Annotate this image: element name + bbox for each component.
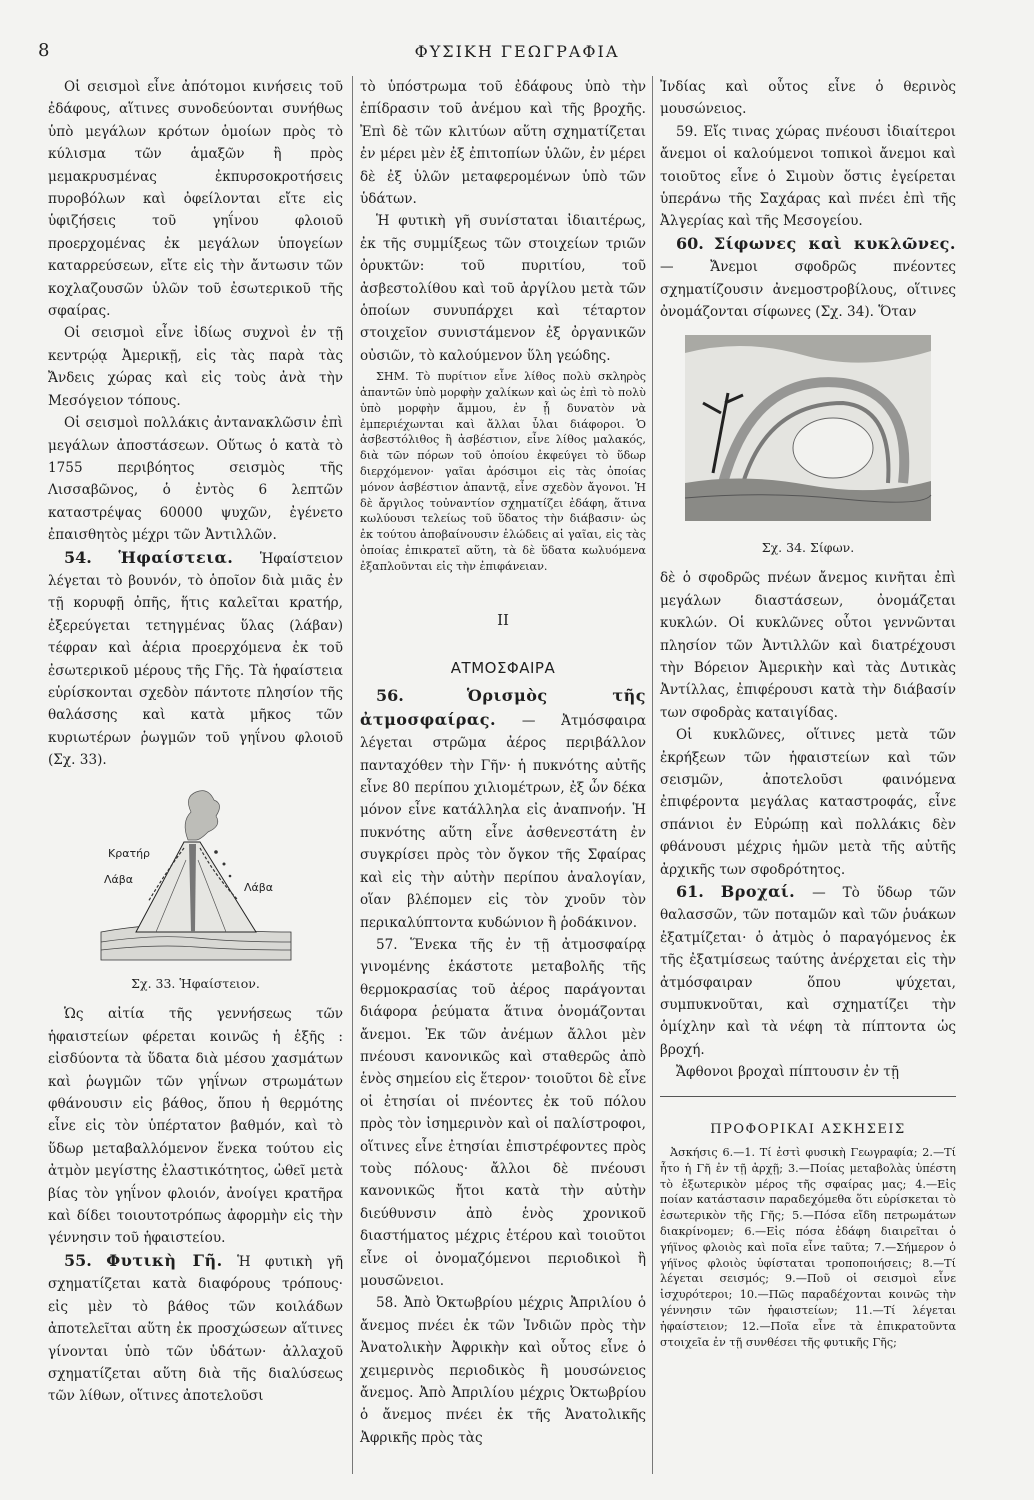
paragraph: 57. Ἕνεκα τῆς ἐν τῇ ἀτμοσφαίρᾳ γινομένης ἑκάστοτε μεταβολῆς τῆς θερμοκρασίας τοῦ ἀέρος παράγονται διάφορα ῥεύματα ἅτινα ὀνομάζονται ἄνεμοι. Ἐκ τῶν ἀνέμων ἄλλοι μὲν πνέουσι κανονικῶς καὶ σταθερῶς ἀπὸ ἑνὸς σημείου εἰς ἕτερον· τοιοῦτοι δὲ εἶνε οἱ ἐτησίαι οἱ πνέοντες ἐκ τοῦ πόλου πρὸς τὸν ἰσημερινὸν καὶ οἱ παλίστροφοι, οἵτινες εἶνε ἐτησίαι ἐπιστρέφοντες πρὸς τοὺς πόλους· ἄλλοι δὲ πνέουσι κανονικῶς ἤτοι κατὰ τὴν αὐτὴν διεύθυνσιν ἀπὸ ἑνὸς χρονικοῦ διαστήματος μέχρις ἑτέρου καὶ τοιοῦτοι εἶνε οἱ ὀνομαζόμενοι περιοδικοὶ ἢ μουσῶνειοι. bbox=[360, 936, 646, 1290]
section-text: Ἡ φυτικὴ γῆ σχηματίζεται κατὰ διαφόρους τρόπους· εἰς μὲν τὸ βάθος τῶν κοιλάδων ἀποτελεῖται αὕτη ἐκ προσχώσεων αἵτινες γίνονται ὑπὸ τῶν ὑδάτων· ἀλλαχοῦ σχηματίζεται αὕτη διὰ τῆς διαλύσεως τῶν λίθων, οἵτινες ἀποτελοῦσι bbox=[48, 1253, 344, 1405]
paragraph: Ὡς αἰτία τῆς γεννήσεως τῶν ἡφαιστείων φέρεται κοινῶς ἡ ἑξῆς : εἰσδύοντα τὰ ὕδατα διὰ μέσου χασμάτων καὶ ῥωγμῶν τῶν γηΐνων στρωμάτων φθάνουσιν εἰς βάθος, ὅπου ἡ θερμότης εἶνε εἰς τὸν ὑπέρτατον βαθμόν, καὶ τὸ ὕδωρ μεταβαλλόμενον ἕνεκα τούτου εἰς ἀτμὸν μεγίστης ἐλαστικότητος, ὠθεῖ μετὰ βίας τὸν γηΐνον φλοιόν, ἀνοίγει κρατῆρα καὶ δίδει τοιουτοτρόπως ἀφορμὴν εἰς τὴν γέννησιν τοῦ ἡφαιστείου. bbox=[48, 1006, 343, 1247]
section-title: Φυτικὴ Γῆ. bbox=[106, 1250, 223, 1270]
waterspout-figure bbox=[660, 333, 956, 559]
section-number: 56. bbox=[376, 686, 404, 706]
page-header bbox=[0, 40, 1034, 70]
section-title: Ἡφαίστεια. bbox=[118, 547, 234, 567]
section-60 bbox=[660, 233, 956, 324]
section-number: 61. bbox=[676, 881, 704, 901]
column-2 bbox=[360, 76, 646, 1449]
volcano-figure bbox=[48, 782, 343, 996]
divider bbox=[660, 1096, 956, 1097]
section-56 bbox=[360, 685, 646, 933]
lava-label-right: Λάβα bbox=[244, 881, 274, 894]
section-61 bbox=[660, 881, 956, 1061]
section-title: Σίφωνες καὶ κυκλῶνες. bbox=[713, 233, 956, 253]
section-text: — Ἀτμόσφαιρα λέγεται στρῶμα ἀέρος περιβάλλον πανταχόθεν τὴν Γῆν· ἡ πυκνότης αὐτῆς εἶνε 80 περίπου χιλιομέτρων, ἐξ ὧν δέκα μόνον εἶνε κατάλληλα εἰς ἀναπνοήν. Ἡ πυκνότης αὕτη εἶνε ἀσθενεστάτη ἐν συγκρίσει πρὸς τὸν ὄγκον τῆς Σφαίρας καὶ εἰς τὴν αὐτὴν περίπου ἀναλογίαν, οἵαν βλέπομεν εἰς τὸν χνοῦν τὸν περικαλύπτοντα κυδώνιον ἢ ῥοδάκινον. bbox=[360, 712, 647, 931]
section-text: — Τὸ ὕδωρ τῶν θαλασσῶν, τῶν ποταμῶν καὶ τῶν ῥυάκων ἐξατμίζεται· ὁ ἀτμὸς ὁ παραγόμενος ἐκ τῆς ἐξατμίσεως ταύτης ἀνέρχεται εἰς τὴν ἀτμόσφαιραν ὅπου ψύχεται, συμπυκνοῦται, καὶ σχηματίζει τὴν ὁμίχλην καὶ τὰ νέφη τὰ πίπτοντα ὡς βροχή. bbox=[660, 884, 956, 1058]
part-number: II bbox=[497, 610, 509, 629]
crater-label: Κρατήρ bbox=[108, 847, 151, 860]
exercises-text: Ἀσκήσις 6.—1. Τί ἐστὶ φυσικὴ Γεωγραφία; 2.—Τί ἦτο ἡ Γῆ ἐν τῇ ἀρχῇ; 3.—Ποίας μεταβολὰς ὑπέστη τὸ ἐξωτερικὸν μέρος τῆς σφαίρας μας; 4.—Εἰς ποίαν κατάστασιν παραδεχόμεθα ὅτι εὑρίσκεται τὸ ἐσωτερικὸν τῆς Γῆς; 5.—Πόσα εἴδη πετρωμάτων διακρίνομεν; 6.—Εἰς πόσα ἐδάφη διαιρεῖται ὁ γήϊνος φλοιὸς καὶ ποῖα εἶνε ταῦτα; 7.—Σήμερον ὁ γήϊνος φλοιὸς ὑφίσταται τροποποιήσεις; 8.—Τί λέγεται σεισμός; 9.—Ποῦ οἱ σεισμοὶ εἶνε ἰσχυρότεροι; 10.—Πῶς παραδέχονται κοινῶς τὴν γέννησιν τῶν ἡφαιστείων; 11.—Τί λέγεται ἡφαίστειον; 12.—Ποῖα εἶνε τὰ ἐπικρατοῦντα στοιχεῖα ἐν τῇ συνθέσει τῆς φυτικῆς Γῆς; bbox=[660, 1146, 956, 1349]
paragraph: Οἱ σεισμοὶ εἶνε ἀπότομοι κινήσεις τοῦ ἐδάφους, αἵτινες συνοδεύονται συνήθως ὑπὸ μεγάλων κρότων ὁμοίων πρὸς τὸ κύλισμα τῶν ἁμαξῶν ἢ πρὸς μεμακρυσμένας ἐκπυρσοκροτήσεις πυροβόλων καὶ ὀφείλονται εἴτε εἰς ὑφιζήσεις τοῦ γηΐνου φλοιοῦ προερχομένας ἐκ μεγάλων ὑπογείων καταρρεύσεων, εἴτε εἰς τὴν ἄντωσιν τῶν κοχλαζουσῶν ὑλῶν τοῦ ἐσωτερικοῦ τῆς σφαίρας. bbox=[48, 79, 343, 320]
section-number: 54. bbox=[64, 547, 92, 567]
exercises-title: ΠΡΟΦΟΡΙΚΑΙ ΑΣΚΗΣΕΙΣ bbox=[710, 1121, 906, 1137]
lava-label-left: Λάβα bbox=[104, 873, 134, 886]
paragraph: Ἡ φυτικὴ γῆ συνίσταται ἰδιαιτέρως, ἐκ τῆς συμμίξεως τῶν στοιχείων τριῶν ὀρυκτῶν: τοῦ πυριτίου, τοῦ ἀσβεστολίθου καὶ τοῦ ἀργίλου μετὰ τῶν ὁποίων συνυπάρχει καὶ τέταρτον στοιχεῖον συνιστάμενον ἐξ ὀργανικῶν οὐσιῶν, τὸ καλούμενον ὕλη γεώδης. bbox=[360, 213, 646, 364]
figure-caption: Σχ. 34. Σίφων. bbox=[761, 539, 855, 555]
section-title: Ὁρισμὸς τῆς ἀτμοσφαίρας. bbox=[360, 686, 647, 729]
column-1 bbox=[48, 76, 343, 1408]
part-title: ΑΤΜΟΣΦΑΙΡΑ bbox=[450, 659, 556, 678]
footnote: ΣΗΜ. Τὸ πυρίτιον εἶνε λίθος πολὺ σκληρὸς ἀπαντῶν ὑπὸ μορφὴν χαλίκων καὶ ὡς ἐπὶ τὸ πολὺ ὑπὸ μορφὴν ἄμμου, ἐν ᾗ δυνατὸν νὰ ἐμπεριέχωνται καὶ ἄλλαι ὗλαι διάφοροι. Ὁ ἀσβεστόλιθος ἢ ἀσβέστιον, εἶνε λίθος μαλακός, διὰ τῶν πόρων τοῦ ὁποίου ἐκφεύγει τὸ ὕδωρ διερχόμενον· γαῖαι ἀρόσιμοι εἰς τὰς ὁποίας μόνον ἀσβέστιον ἀπαντᾷ, εἶνε σχεδὸν ἄγονοι. Ἡ δὲ ἄργιλος τοὐναντίον σχηματίζει ἐδάφη, ἅτινα κωλύουσι τελείως τοῦ ὕδατος τὴν διάβασιν· ὡς ἐκ τούτου ἀποβαίνουσιν ἑλώδεις αἱ γαῖαι, εἰς τὰς ὁποίας ἐπικρατεῖ αὕτη, τὰ δὲ ὕδατα κωλυόμενα ἐξαπλοῦνται εἰς τὴν ἐπιφάνειαν. bbox=[360, 370, 646, 573]
paragraph: Ἄφθονοι βροχαὶ πίπτουσιν ἐν τῇ bbox=[676, 1064, 899, 1081]
section-54 bbox=[48, 547, 343, 772]
paragraph: 59. Εἴς τινας χώρας πνέουσι ἰδιαίτεροι ἄνεμοι οἱ καλούμενοι τοπικοὶ ἄνεμοι καὶ τοιοῦτος εἶνε ὁ Σιμοὺν ὅστις ἐγείρεται ὑπεράνω τῆς Σαχάρας καὶ πνέει ἐπὶ τῆς Ἀλγερίας καὶ τῆς Μεσογείου. bbox=[660, 123, 956, 230]
section-title: Βροχαί. bbox=[720, 881, 796, 901]
running-title: ΦΥΣΙΚΗ ΓΕΩΓΡΑΦΙΑ bbox=[414, 42, 620, 61]
column-3 bbox=[660, 76, 956, 1350]
section-text: Ἡφαίστειον λέγεται τὸ βουνόν, τὸ ὁποῖον διὰ μιᾶς ἐν τῇ κορυφῇ ὀπῆς, ἥτις καλεῖται κρατήρ, ἐξερεύγεται τετηγμένας ὕλας (λάβαν) τέφραν καὶ ἀέρια προερχόμενα ἐκ τοῦ ἐσωτερικοῦ μέρους τῆς Γῆς. Τὰ ἡφαίστεια εὑρίσκονται σχεδὸν πάντοτε πλησίον τῆς θαλάσσης καὶ κατὰ μῆκος τῶν κυριωτέρων ῥωγμῶν τοῦ γηΐνου φλοιοῦ (Σχ. 33). bbox=[48, 550, 343, 769]
section-number: 60. bbox=[676, 233, 704, 253]
page-number: 8 bbox=[38, 40, 50, 61]
waterspout-illustration bbox=[683, 333, 933, 523]
paragraph: τὸ ὑπόστρωμα τοῦ ἐδάφους ὑπὸ τὴν ἐπίδρασιν τοῦ ἀνέμου καὶ τῆς βροχῆς. Ἐπὶ δὲ τῶν κλιτύων αὕτη σχηματίζεται ἐν μέρει μὲν ἐξ ἐπιτοπίων ὑλῶν, ἐν μέρει δὲ ἐξ ὑλῶν μεταφερομένων ὑπὸ τῶν ὑδάτων. bbox=[360, 79, 646, 208]
paragraph: δὲ ὁ σφοδρῶς πνέων ἄνεμος κινῆται ἐπὶ μεγάλων διαστάσεων, ὀνομάζεται κυκλών. Οἱ κυκλῶνες οὗτοι γεννῶνται πλησίον τῶν Ἀντιλλῶν καὶ διατρέχουσι τὴν Βόρειον Ἀμερικὴν καὶ τὰς Δυτικὰς Ἀντίλλας, ἐπιφέρουσι κατὰ τὴν διάβασίν των σφοδρὰς καταιγίδας. bbox=[660, 570, 956, 721]
paragraph: 58. Ἀπὸ Ὀκτωβρίου μέχρις Ἀπριλίου ὁ ἄνεμος πνέει ἐκ τῶν Ἰνδιῶν πρὸς τὴν Ἀνατολικὴν Ἀφρικὴν καὶ οὗτος εἶνε ὁ χειμερινὸς περιοδικὸς ἢ μουσώνειος ἄνεμος. Ἀπὸ Ἀπριλίου μέχρις Ὀκτωβρίου ὁ ἄνεμος πνέει ἐκ τῆς Ἀνατολικῆς Ἀφρικῆς πρὸς τὰς bbox=[360, 1295, 646, 1446]
figure-caption: Σχ. 33. Ἡφαίστειον. bbox=[131, 976, 260, 991]
section-number: 55. bbox=[64, 1250, 92, 1270]
paragraph: Οἱ κυκλῶνες, οἵτινες μετὰ τῶν ἐκρήξεων τῶν ἡφαιστείων καὶ τῶν σεισμῶν, ἀποτελοῦσι φαινόμενα ἐπιφέροντα μεγάλας καταστροφάς, εἶνε σπάνιοι ἐν Εὐρώπῃ καὶ πολλάκις δὲν φθάνουσι μέχρις ἡμῶν μετὰ τῆς αὐτῆς ἀρχικῆς των σφοδρότητος. bbox=[660, 727, 956, 878]
paragraph: Οἱ σεισμοὶ πολλάκις ἀντανακλῶσιν ἐπὶ μεγάλων ἀποστάσεων. Οὕτως ὁ κατὰ τὸ 1755 περιβόητος σεισμὸς τῆς Λισσαβῶνος, ὁ ἐντὸς 6 λεπτῶν καταστρέψας 60000 ψυχῶν, ἐγένετο ἐπαισθητὸς μέχρι τῶν Ἀντιλλῶν. bbox=[48, 415, 343, 544]
section-55 bbox=[48, 1250, 343, 1408]
section-text: — Ἄνεμοι σφοδρῶς πνέοντες σχηματίζουσιν ἀνεμοστροβίλους, οἵτινες ὀνομάζονται σίφωνες (Σχ. 34). Ὅταν bbox=[660, 259, 956, 321]
paragraph: Ἰνδίας καὶ οὗτος εἶνε ὁ θερινὸς μουσώνειος. bbox=[660, 79, 956, 118]
column-divider bbox=[352, 76, 353, 1474]
paragraph: Οἱ σεισμοὶ εἶνε ἰδίως συχνοὶ ἐν τῇ κεντρῴᾳ Ἀμερικῇ, εἰς τὰς παρὰ τὰς Ἄνδεις χώρας καὶ εἰς τοὺς ἀνὰ τὴν Μεσόγειον τόπους. bbox=[48, 325, 343, 409]
column-divider bbox=[652, 76, 653, 1474]
